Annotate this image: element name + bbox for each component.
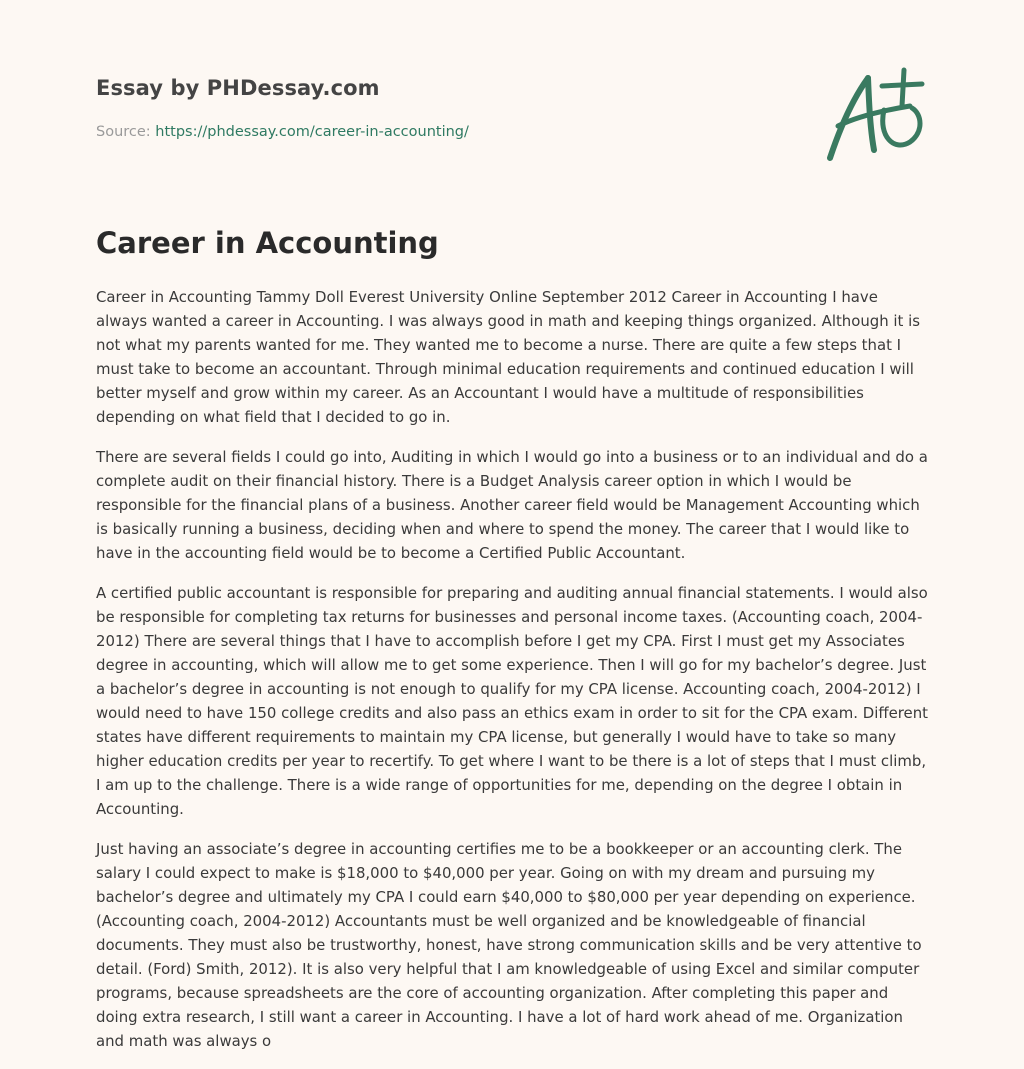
- essay-title: Career in Accounting: [96, 226, 439, 260]
- a-plus-logo-icon: [824, 66, 928, 166]
- source-line: [96, 124, 469, 140]
- essay-paragraph: A certified public accountant is responsible for preparing and auditing annual financial statements. I would also be responsible for completing tax returns for businesses and personal income taxes. (Accounting coach, 2004-2012) There are several things that I have to accomplish before I get my CPA. First I must get my Associates degree in accounting, which will allow me to get some experience. Then I will go for my bachelor’s degree. Just a bachelor’s degree in accounting is not enough to qualify for my CPA license. Accounting coach, 2004-2012) I would need to have 150 college credits and also pass an ethics exam in order to sit for the CPA exam. Different states have different requirements to maintain my CPA license, but generally I would have to take so many higher education credits per year to recertify. To get where I want to be there is a lot of steps that I must climb, I am up to the challenge. There is a wide range of opportunities for me, depending on the degree I obtain in Accounting.: [96, 584, 928, 818]
- site-title: Essay by PHDessay.com: [96, 76, 380, 100]
- essay-body: [96, 285, 932, 1069]
- essay-paragraph: There are several fields I could go into, Auditing in which I would go into a business or to an individual and do a complete audit on their financial history. There is a Budget Analysis career option in which I would be responsible for the financial plans of a business. Another career field would be Management Accounting which is basically running a business, deciding when and where to spend the money. The career that I would like to have in the accounting field would be to become a Certified Public Accountant.: [96, 448, 928, 562]
- source-label: Source:: [96, 124, 151, 140]
- essay-paragraph: Just having an associate’s degree in accounting certifies me to be a bookkeeper or an accounting clerk. The salary I could expect to make is $18,000 to $40,000 per year. Going on with my dream and pursuing my bachelor’s degree and ultimately my CPA I could earn $40,000 to $80,000 per year depending on experience. (Accounting coach, 2004-2012) Accountants must be well organized and be knowledgeable of financial documents. They must also be trustworthy, honest, have strong communication skills and be very attentive to detail. (Ford) Smith, 2012). It is also very helpful that I am knowledgeable of using Excel and similar computer programs, because spreadsheets are the core of accounting organization. After completing this paper and doing extra research, I still want a career in Accounting. I have a lot of hard work ahead of me. Organization and math was always o: [96, 840, 922, 1050]
- source-link[interactable]: https://phdessay.com/career-in-accounting/: [155, 124, 469, 140]
- essay-paragraph: Career in Accounting Tammy Doll Everest University Online September 2012 Career in Accounting I have always wanted a career in Accounting. I was always good in math and keeping things organized. Although it is not what my parents wanted for me. They wanted me to become a nurse. There are quite a few steps that I must take to become an accountant. Through minimal education requirements and continued education I will better myself and grow within my career. As an Accountant I would have a multitude of responsibilities depending on what field that I decided to go in.: [96, 288, 921, 426]
